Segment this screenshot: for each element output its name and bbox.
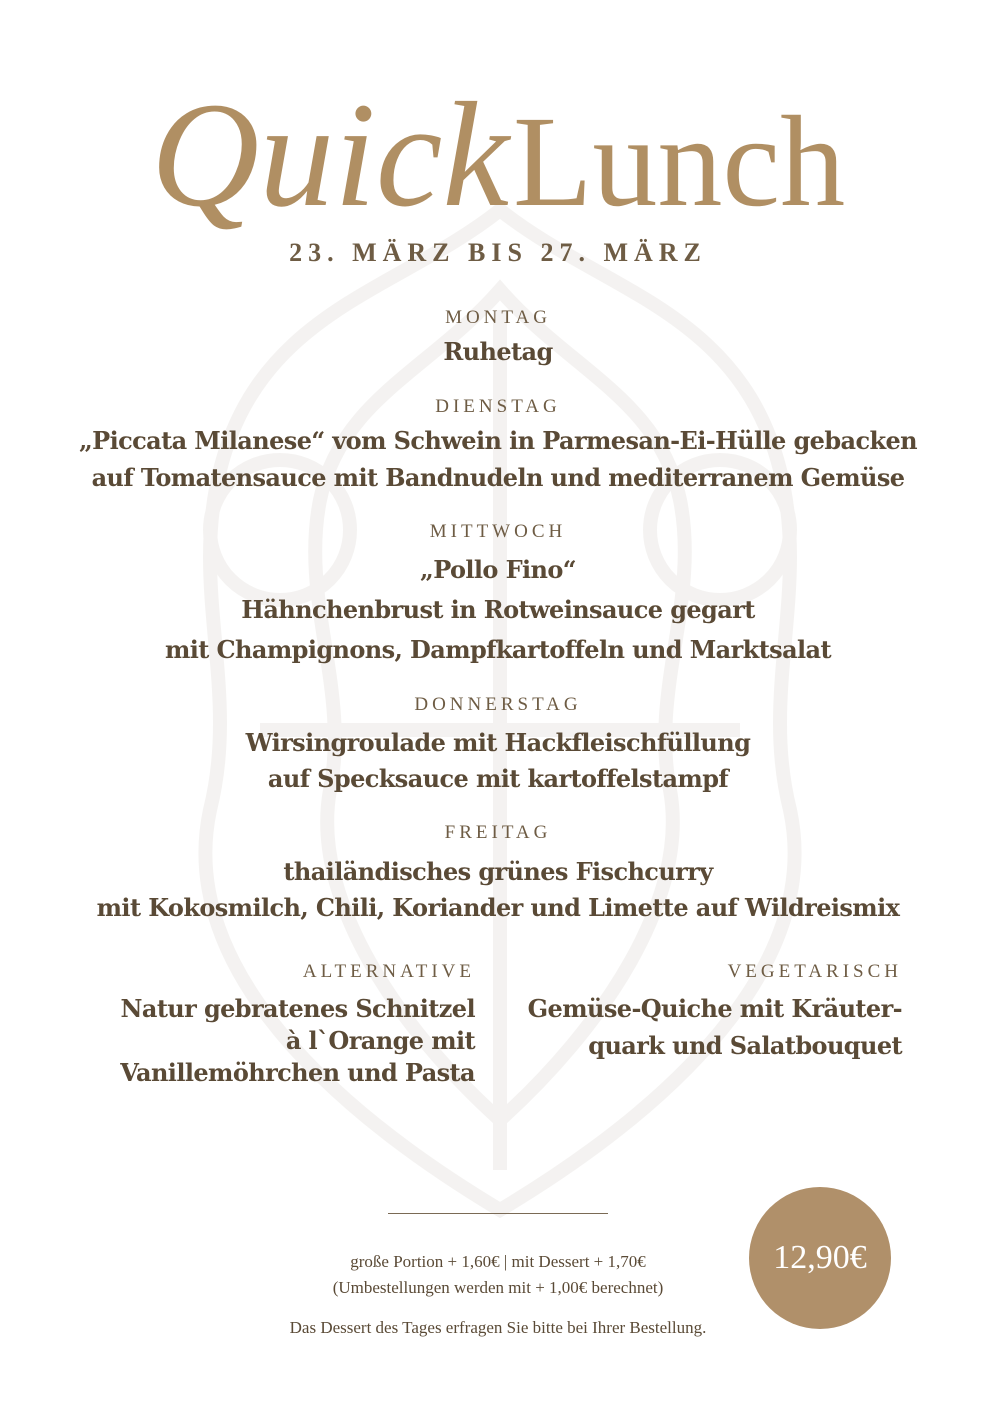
footnote-surcharges: große Portion + 1,60€ | mit Dessert + 1,70€ [350, 1252, 646, 1271]
title-quick: Quick [150, 72, 510, 238]
dish-montag-line1: Ruhetag [443, 337, 553, 366]
dish-freitag-line2: mit Kokosmilch, Chili, Koriander und Limette auf Wildreismix [96, 893, 900, 922]
day-label-mittwoch: MITTWOCH [429, 521, 567, 542]
date-range: 23. MÄRZ BIS 27. MÄRZ [289, 238, 707, 267]
day-label-freitag: FREITAG [444, 822, 552, 843]
dish-dienstag-line2: auf Tomatensauce mit Bandnudeln und mediterranem Gemüse [91, 463, 905, 492]
footnote-rebooking: (Umbestellungen werden mit + 1,00€ berechnet) [332, 1278, 664, 1297]
alternative-label: ALTERNATIVE [302, 961, 475, 982]
footnote-dessert: Das Dessert des Tages erfragen Sie bitte bei Ihrer Bestellung. [289, 1318, 707, 1337]
day-label-donnerstag: DONNERSTAG [414, 694, 582, 715]
day-label-montag: MONTAG [445, 307, 551, 328]
alternative-line2: à l`Orange mit [285, 1026, 475, 1055]
dish-dienstag-line1: „Piccata Milanese“ vom Schwein in Parmesan-Ei-Hülle gebacken [78, 426, 918, 455]
alternative-line3: Vanillemöhrchen und Pasta [120, 1058, 475, 1087]
title-lunch: Lunch [513, 90, 846, 234]
footer-divider [388, 1213, 608, 1214]
dish-freitag-line1: thailändisches grünes Fischcurry [283, 857, 713, 886]
dish-mittwoch-line1: „Pollo Fino“ [419, 555, 577, 584]
dish-mittwoch-line3: mit Champignons, Dampfkartoffeln und Marktsalat [164, 635, 831, 664]
alternative-line1: Natur gebratenes Schnitzel [120, 994, 475, 1023]
price-badge: 12,90€ [749, 1187, 891, 1329]
dish-donnerstag-line2: auf Specksauce mit kartoffelstampf [267, 764, 729, 793]
vegetarian-line2: quark und Salatbouquet [588, 1031, 902, 1060]
dish-mittwoch-line2: Hähnchenbrust in Rotweinsauce gegart [241, 595, 755, 624]
dish-donnerstag-line1: Wirsingroulade mit Hackfleischfüllung [245, 728, 751, 757]
day-label-dienstag: DIENSTAG [435, 396, 561, 417]
page-title [0, 72, 996, 238]
vegetarian-line1: Gemüse-Quiche mit Kräuter- [527, 994, 902, 1023]
vegetarian-label: VEGETARISCH [727, 961, 902, 982]
